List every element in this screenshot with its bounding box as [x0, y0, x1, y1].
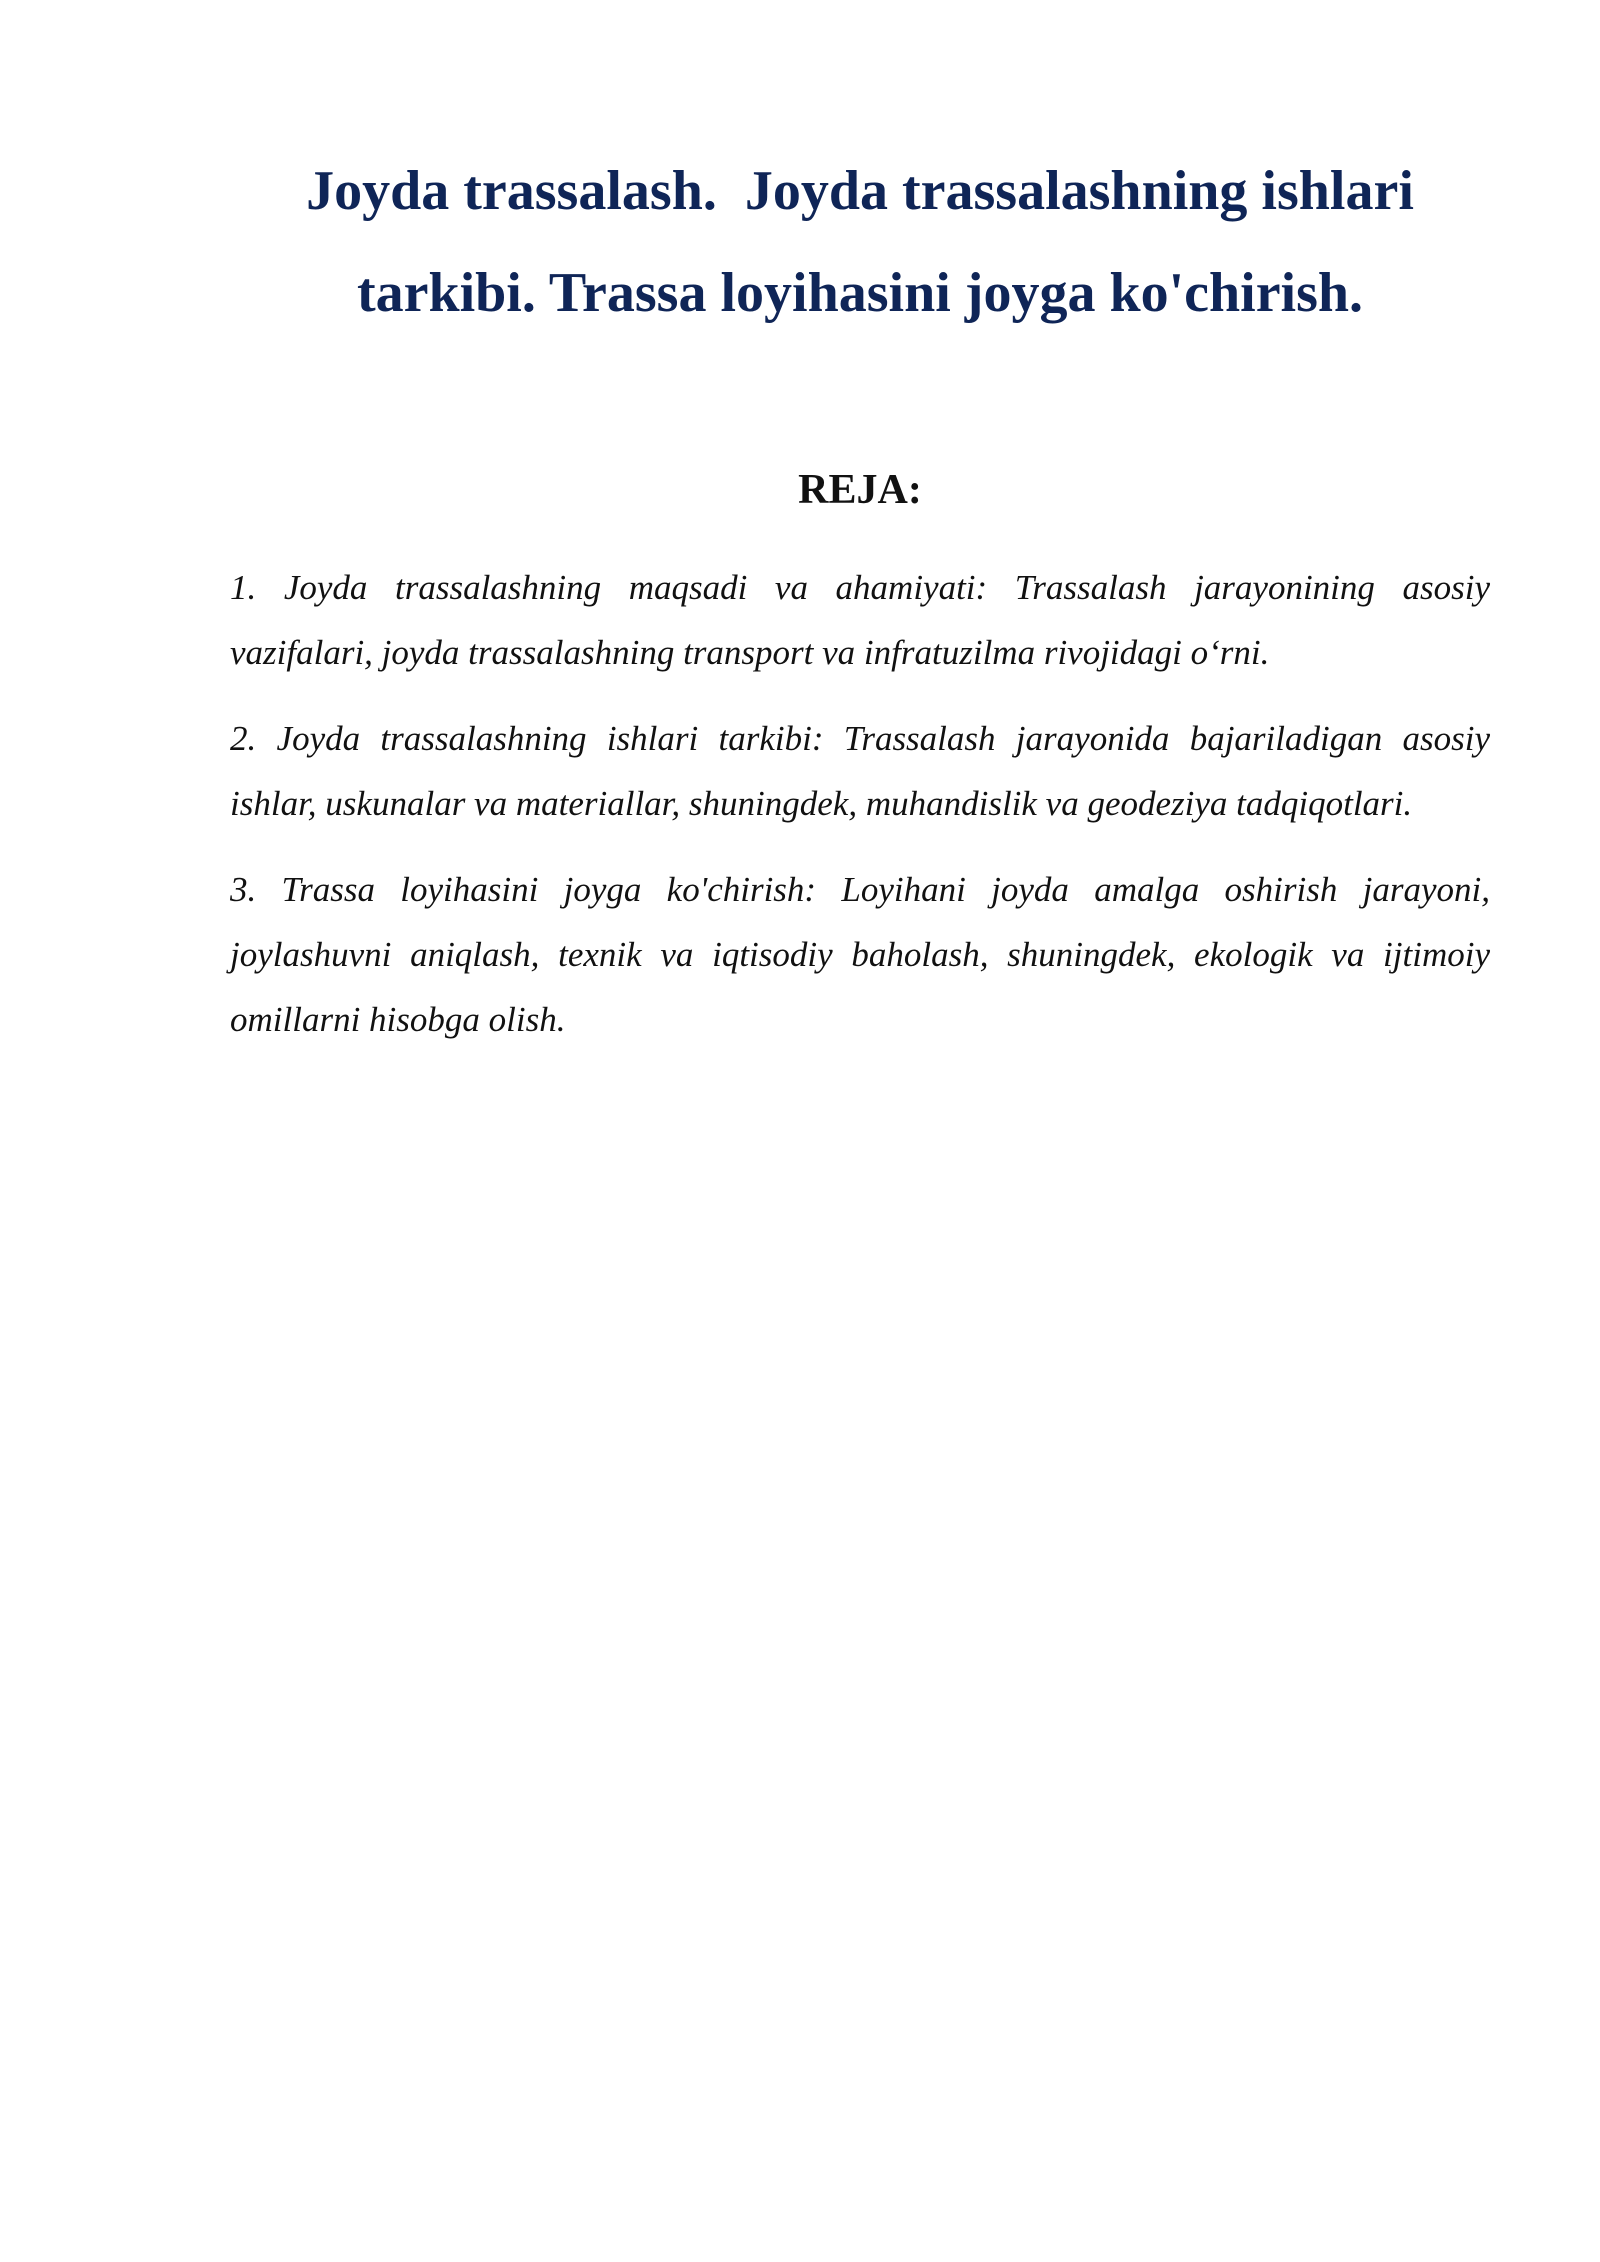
- plan-item-3: 3. Trassa loyihasini joyga ko'chirish: Loyihani joyda amalga oshirish jarayoni, joylashuvni aniqlash, texnik va iqtisodiy baholash, shuningdek, ekologik va ijtimoiy omillarni hisobga olish.: [230, 870, 1490, 1039]
- plan-item-1: 1. Joyda trassalashning maqsadi va ahamiyati: Trassalash jarayonining asosiy vazifalari, joyda trassalashning transport va infratuzilma rivojidagi o‘rni.: [230, 568, 1490, 672]
- plan-list: [230, 555, 1490, 1073]
- document-title: [230, 140, 1490, 344]
- plan-heading: REJA:: [798, 467, 922, 513]
- title-line-2: tarkibi. Trassa loyihasini joyga ko'chirish.: [356, 262, 1364, 324]
- plan-item-2: 2. Joyda trassalashning ishlari tarkibi: Trassalash jarayonida bajariladigan asosiy ishlar, uskunalar va materiallar, shuningdek, muhandislik va geodeziya tadqiqotlari.: [230, 719, 1490, 823]
- title-line-1: Joyda trassalash. Joyda trassalashning ishlari: [306, 160, 1414, 222]
